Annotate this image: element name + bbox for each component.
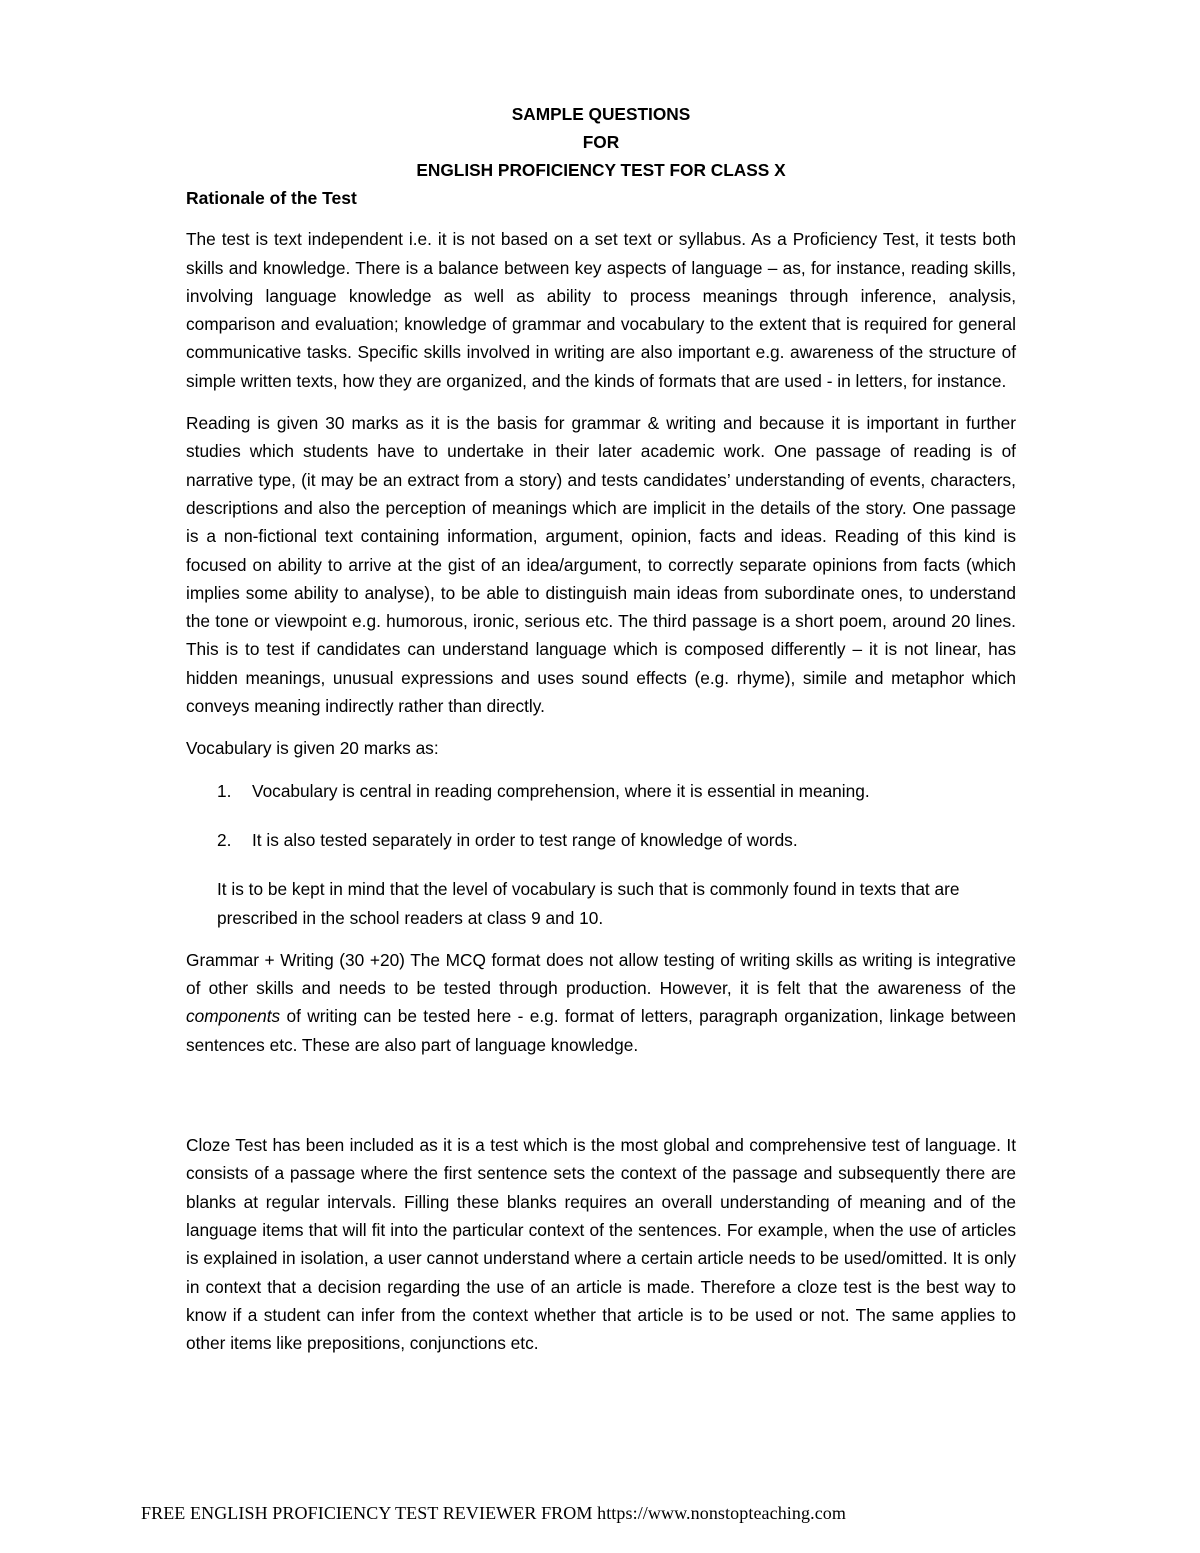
grammar-text-start: Grammar + Writing (30 +20) The MCQ format does not allow testing of writing skills as writing is integrative of other skills and needs to be tested through production. However, it is felt that the awareness of the [186, 949, 1016, 999]
list-number: 1. [217, 780, 232, 801]
grammar-emphasis: components [186, 1006, 281, 1027]
footer-text: FREE ENGLISH PROFICIENCY TEST REVIEWER FROM https://www.nonstopteaching.com [141, 1503, 846, 1523]
vocabulary-note: It is to be kept in mind that the level of vocabulary is such that is commonly found in texts that are prescribed in the school readers at class 9 and 10. [217, 879, 960, 928]
title-line-1: SAMPLE QUESTIONS [511, 104, 691, 124]
grammar-paragraph [186, 946, 1016, 1059]
vocabulary-list [186, 777, 1016, 855]
intro-paragraph: The test is text independent i.e. it is not based on a set text or syllabus. As a Proficiency Test, it tests both skills and knowledge. There is a balance between key aspects of language – as, for instance, reading skills, involving language knowledge as well as ability to process meanings through inference, analysis, comparison and evaluation; knowledge of grammar and vocabulary to the extent that is required for general communicative tasks. Specific skills involved in writing are also important e.g. awareness of the structure of simple written texts, how they are organized, and the kinds of formats that are used - in letters, for instance. [186, 229, 1016, 391]
section-heading: Rationale of the Test [186, 188, 357, 208]
title-line-3: ENGLISH PROFICIENCY TEST FOR CLASS X [416, 160, 786, 180]
reading-paragraph: Reading is given 30 marks as it is the basis for grammar & writing and because it is important in further studies which students have to undertake in their later academic work. One passage of reading is of narrative type, (it may be an extract from a story) and tests candidates’ understanding of events, characters, descriptions and also the perception of meanings which are implicit in the details of the story. One passage is a non-fictional text containing information, argument, opinion, facts and ideas. Reading of this kind is focused on ability to arrive at the gist of an idea/argument, to correctly separate opinions from facts (which implies some ability to analyse), to be able to distinguish main ideas from subordinate ones, to understand the tone or viewpoint e.g. humorous, ironic, serious etc. The third passage is a short poem, around 20 lines. This is to test if candidates can understand language which is composed differently – it is not linear, has hidden meanings, unusual expressions and uses sound effects (e.g. rhyme), simile and metaphor which conveys meaning indirectly rather than directly. [186, 413, 1016, 717]
document-body [186, 100, 1016, 1371]
grammar-text-end: of writing can be tested here - e.g. format of letters, paragraph organization, linkage between sentences etc. These are also part of language knowledge. [186, 1006, 1016, 1055]
blank-spacer [186, 1073, 1016, 1131]
cloze-paragraph: Cloze Test has been included as it is a test which is the most global and comprehensive test of language. It consists of a passage where the first sentence sets the context of the passage and subsequently there are blanks at regular intervals. Filling these blanks requires an overall understanding of meaning and of the language items that will fit into the particular context of the sentences. For example, when the use of articles is explained in isolation, a user cannot understand where a certain article needs to be used/omitted. It is only in context that a decision regarding the use of an article is made. Therefore a cloze test is the best way to know if a student can infer from the context whether that article is to be used or not. The same applies to other items like prepositions, conjunctions etc. [186, 1135, 1016, 1354]
list-text: Vocabulary is central in reading comprehension, where it is essential in meaning. [252, 780, 870, 801]
vocabulary-intro: Vocabulary is given 20 marks as: [186, 738, 439, 759]
list-text: It is also tested separately in order to test range of knowledge of words. [252, 829, 798, 850]
title-line-2: FOR [582, 132, 620, 152]
list-item [186, 826, 1016, 854]
list-number: 2. [217, 829, 232, 850]
list-item [186, 777, 1016, 805]
